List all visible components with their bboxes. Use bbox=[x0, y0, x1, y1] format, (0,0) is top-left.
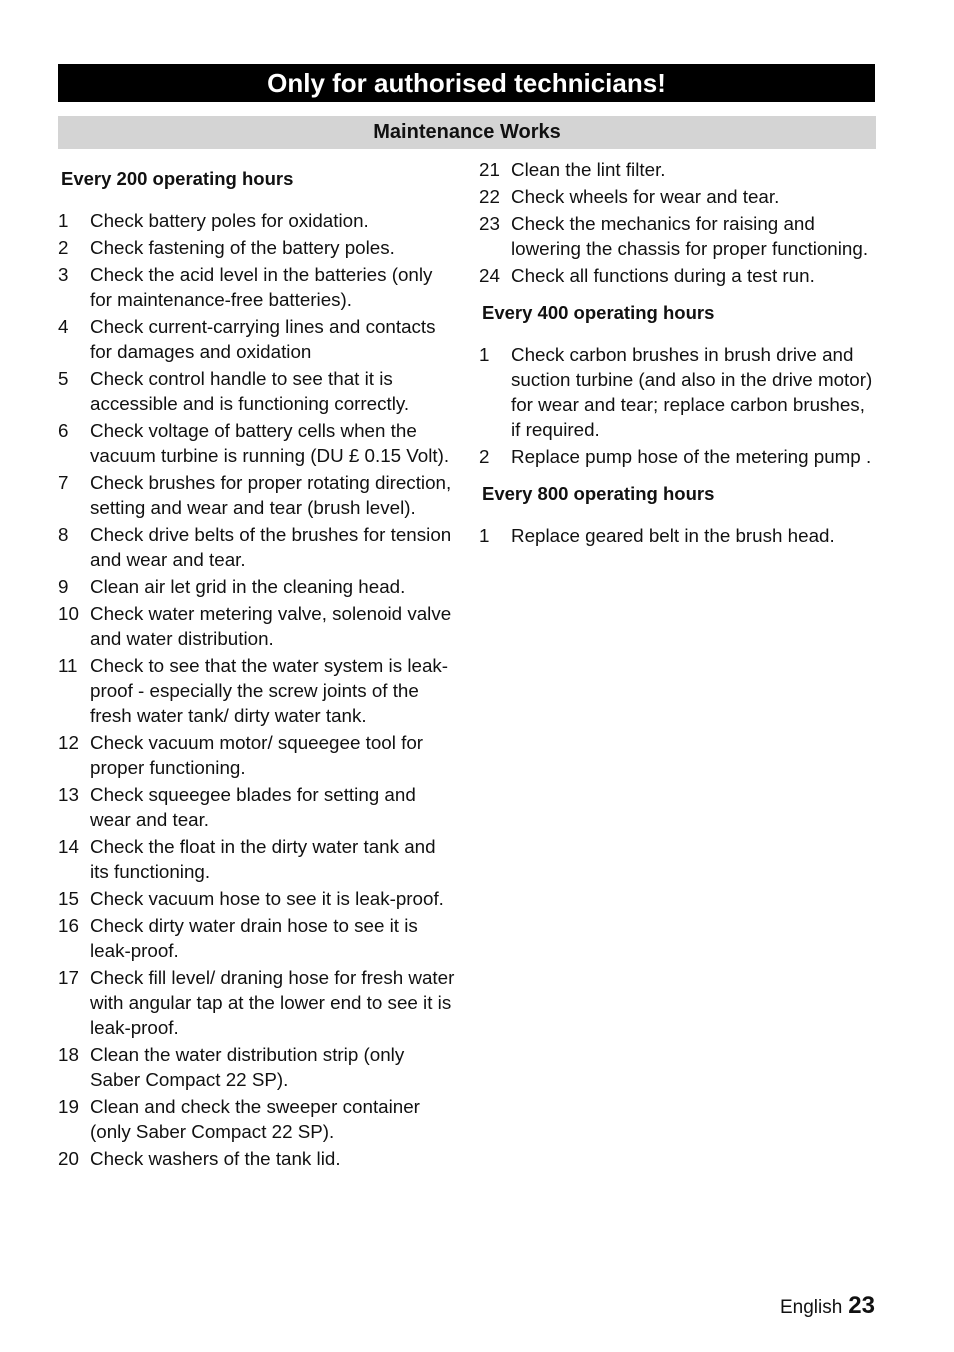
item-text: Clean air let grid in the cleaning head. bbox=[90, 576, 406, 597]
item-number: 14 bbox=[58, 836, 79, 857]
list-item bbox=[58, 782, 458, 832]
list-800-hours bbox=[479, 523, 879, 548]
item-number: 23 bbox=[479, 213, 500, 234]
item-number: 2 bbox=[58, 237, 69, 258]
list-item bbox=[479, 211, 879, 261]
item-text: Check fill level/ draning hose for fresh water with angular tap at the lower end to see it is leak-proof. bbox=[90, 967, 455, 1038]
list-item bbox=[58, 601, 458, 651]
item-text: Check control handle to see that it is accessible and is functioning correctly. bbox=[90, 368, 410, 414]
item-text: Check to see that the water system is leak-proof - especially the screw joints of the fresh water tank/ dirty water tank. bbox=[90, 655, 449, 726]
item-number: 4 bbox=[58, 316, 69, 337]
heading-800-hours: Every 800 operating hours bbox=[482, 483, 715, 504]
item-text: Check all functions during a test run. bbox=[511, 265, 815, 286]
left-column bbox=[58, 166, 458, 1173]
list-item bbox=[58, 653, 458, 728]
list-item bbox=[479, 342, 879, 442]
item-text: Check the acid level in the batteries (only for maintenance-free batteries). bbox=[90, 264, 433, 310]
item-number: 2 bbox=[479, 446, 490, 467]
item-number: 1 bbox=[58, 210, 69, 231]
right-column bbox=[479, 157, 879, 550]
item-number: 16 bbox=[58, 915, 79, 936]
footer-language: English bbox=[779, 1297, 843, 1318]
item-number: 19 bbox=[58, 1096, 79, 1117]
list-item bbox=[58, 522, 458, 572]
item-text: Replace geared belt in the brush head. bbox=[511, 525, 835, 546]
item-number: 1 bbox=[479, 344, 490, 365]
list-item bbox=[58, 913, 458, 963]
item-number: 22 bbox=[479, 186, 500, 207]
item-text: Check current-carrying lines and contacts for damages and oxidation bbox=[90, 316, 436, 362]
item-text: Check brushes for proper rotating direction, setting and wear and tear (brush level). bbox=[90, 472, 452, 518]
heading-400-hours: Every 400 operating hours bbox=[482, 302, 715, 323]
list-item bbox=[479, 184, 879, 209]
item-number: 24 bbox=[479, 265, 500, 286]
item-number: 18 bbox=[58, 1044, 79, 1065]
item-number: 11 bbox=[58, 655, 78, 676]
item-number: 7 bbox=[58, 472, 69, 493]
list-200-hours-continued bbox=[479, 157, 879, 288]
list-item bbox=[58, 1042, 458, 1092]
item-number: 17 bbox=[58, 967, 79, 988]
item-text: Check vacuum motor/ squeegee tool for proper functioning. bbox=[90, 732, 424, 778]
list-item bbox=[58, 208, 458, 233]
item-number: 8 bbox=[58, 524, 69, 545]
item-number: 6 bbox=[58, 420, 69, 441]
list-item bbox=[58, 235, 458, 260]
list-item bbox=[479, 263, 879, 288]
list-item bbox=[58, 965, 458, 1040]
list-item bbox=[58, 730, 458, 780]
item-number: 12 bbox=[58, 732, 79, 753]
list-item bbox=[479, 523, 879, 548]
page-footer bbox=[780, 1292, 875, 1320]
page-number: 23 bbox=[848, 1292, 875, 1319]
heading-200-hours: Every 200 operating hours bbox=[61, 168, 294, 189]
item-text: Check wheels for wear and tear. bbox=[511, 186, 780, 207]
item-text: Check fastening of the battery poles. bbox=[90, 237, 395, 258]
list-item bbox=[58, 314, 458, 364]
item-text: Check water metering valve, solenoid valve and water distribution. bbox=[90, 603, 452, 649]
list-item bbox=[58, 418, 458, 468]
item-text: Check washers of the tank lid. bbox=[90, 1148, 341, 1169]
item-text: Clean the lint filter. bbox=[511, 159, 666, 180]
list-item bbox=[58, 574, 458, 599]
item-number: 21 bbox=[479, 159, 500, 180]
item-text: Clean the water distribution strip (only Saber Compact 22 SP). bbox=[90, 1044, 405, 1090]
item-text: Check drive belts of the brushes for tension and wear and tear. bbox=[90, 524, 452, 570]
item-number: 1 bbox=[479, 525, 490, 546]
item-number: 10 bbox=[58, 603, 79, 624]
list-item bbox=[58, 262, 458, 312]
item-text: Check squeegee blades for setting and wear and tear. bbox=[90, 784, 416, 830]
item-number: 13 bbox=[58, 784, 79, 805]
item-text: Check vacuum hose to see it is leak-proof. bbox=[90, 888, 444, 909]
item-number: 15 bbox=[58, 888, 79, 909]
section-title-banner: Maintenance Works bbox=[58, 116, 876, 149]
item-text: Clean and check the sweeper container (only Saber Compact 22 SP). bbox=[90, 1096, 420, 1142]
item-text: Check carbon brushes in brush drive and suction turbine (and also in the drive motor) for wear and tear; replace carbon brushes, if required. bbox=[511, 344, 873, 440]
item-text: Check the float in the dirty water tank and its functioning. bbox=[90, 836, 436, 882]
item-number: 9 bbox=[58, 576, 69, 597]
list-item bbox=[58, 886, 458, 911]
item-text: Check the mechanics for raising and lowering the chassis for proper functioning. bbox=[511, 213, 869, 259]
list-400-hours bbox=[479, 342, 879, 469]
list-item bbox=[58, 470, 458, 520]
item-number: 5 bbox=[58, 368, 69, 389]
item-number: 3 bbox=[58, 264, 69, 285]
page-title-banner: Only for authorised technicians! bbox=[58, 64, 875, 102]
list-item bbox=[479, 157, 879, 182]
list-item bbox=[58, 1146, 458, 1171]
list-item bbox=[58, 366, 458, 416]
item-number: 20 bbox=[58, 1148, 79, 1169]
list-item bbox=[58, 834, 458, 884]
item-text: Check dirty water drain hose to see it is leak-proof. bbox=[90, 915, 418, 961]
item-text: Replace pump hose of the metering pump . bbox=[511, 446, 872, 467]
item-text: Check voltage of battery cells when the vacuum turbine is running (DU £ 0.15 Volt). bbox=[90, 420, 450, 466]
list-item bbox=[479, 444, 879, 469]
list-200-hours bbox=[58, 208, 458, 1171]
list-item bbox=[58, 1094, 458, 1144]
item-text: Check battery poles for oxidation. bbox=[90, 210, 369, 231]
